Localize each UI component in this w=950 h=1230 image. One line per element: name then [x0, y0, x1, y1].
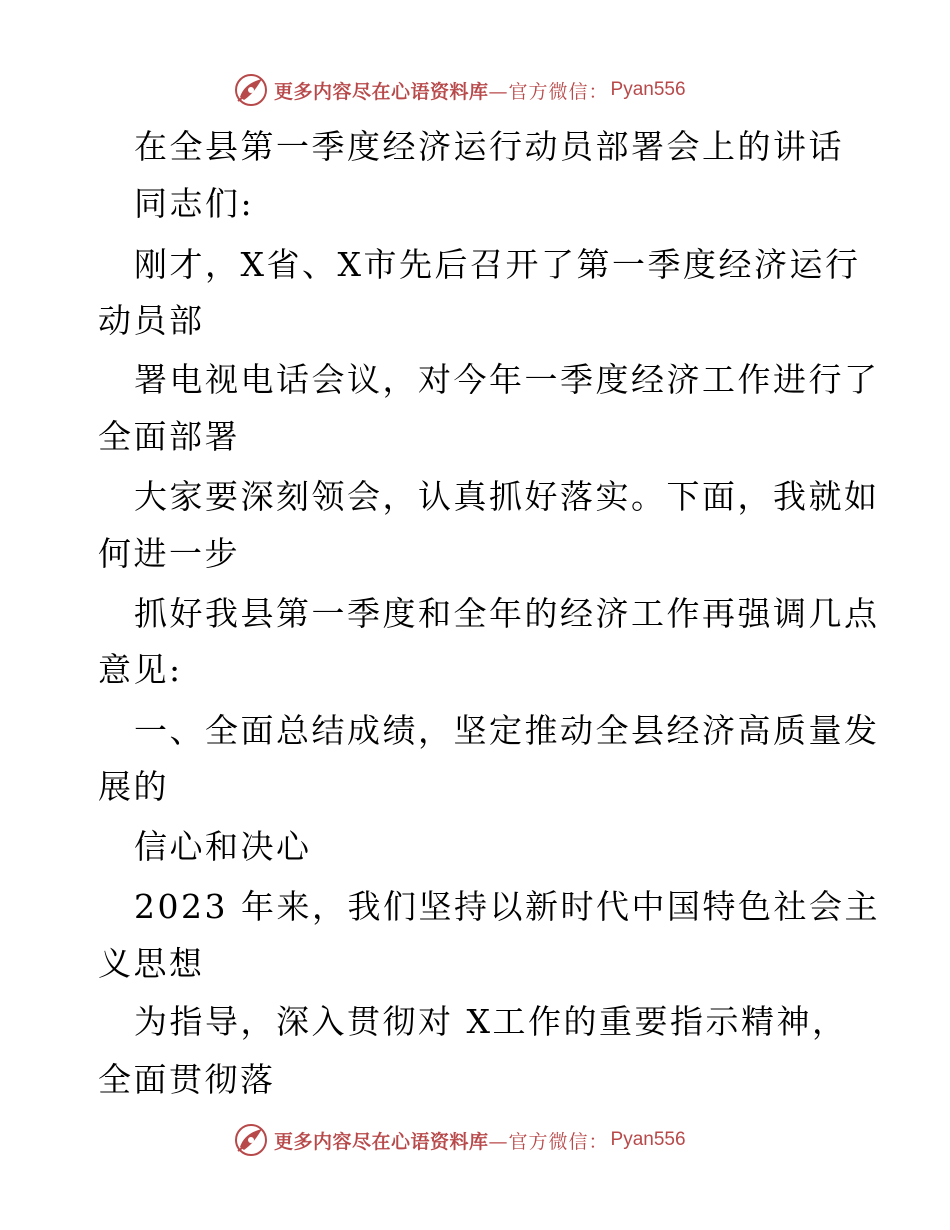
- text-line: 何进一步: [98, 534, 240, 573]
- banner-text-main: 更多内容尽在心语资料库: [274, 1130, 489, 1153]
- banner-text-main: 更多内容尽在心语资料库: [274, 80, 489, 103]
- section-heading: 一、全面总结成绩，坚定推动全县经济高质量发: [134, 711, 880, 750]
- banner-text-dash: —官方微信：: [488, 1130, 609, 1153]
- text-line: 抓好我县第一季度和全年的经济工作再强调几点: [134, 594, 880, 633]
- text-line: 署电视电话会议，对今年一季度经济工作进行了: [134, 360, 880, 399]
- banner-text-id: Pyan556: [610, 1129, 686, 1150]
- text-line: 刚才，X省、X市先后召开了第一季度经济运行: [134, 245, 861, 284]
- text-line: 义思想: [98, 944, 205, 983]
- footer-watermark-banner: [0, 1120, 950, 1160]
- text-line: 展的: [98, 767, 169, 806]
- text-line: 全面贯彻落: [98, 1060, 276, 1099]
- text-line: 信心和决心: [134, 827, 312, 866]
- banner-text-dash: —官方微信：: [488, 80, 609, 103]
- text-line: 全面部署: [98, 417, 240, 456]
- text-line: 2023 年来，我们坚持以新时代中国特色社会主: [134, 887, 880, 926]
- text-line: 意见:: [98, 650, 183, 689]
- header-watermark-banner: [0, 70, 950, 110]
- text-line: 大家要深刻领会，认真抓好落实。下面，我就如: [134, 477, 880, 516]
- text-line: 为指导，深入贯彻对 X工作的重要指示精神，: [134, 1002, 848, 1041]
- banner-text-id: Pyan556: [610, 79, 686, 100]
- pen-nib-logo-icon: [234, 73, 268, 107]
- document-title: 在全县第一季度经济运行动员部署会上的讲话: [134, 127, 844, 166]
- text-line: 同志们:: [134, 184, 255, 223]
- text-line: 动员部: [98, 301, 205, 340]
- pen-nib-logo-icon: [234, 1123, 268, 1157]
